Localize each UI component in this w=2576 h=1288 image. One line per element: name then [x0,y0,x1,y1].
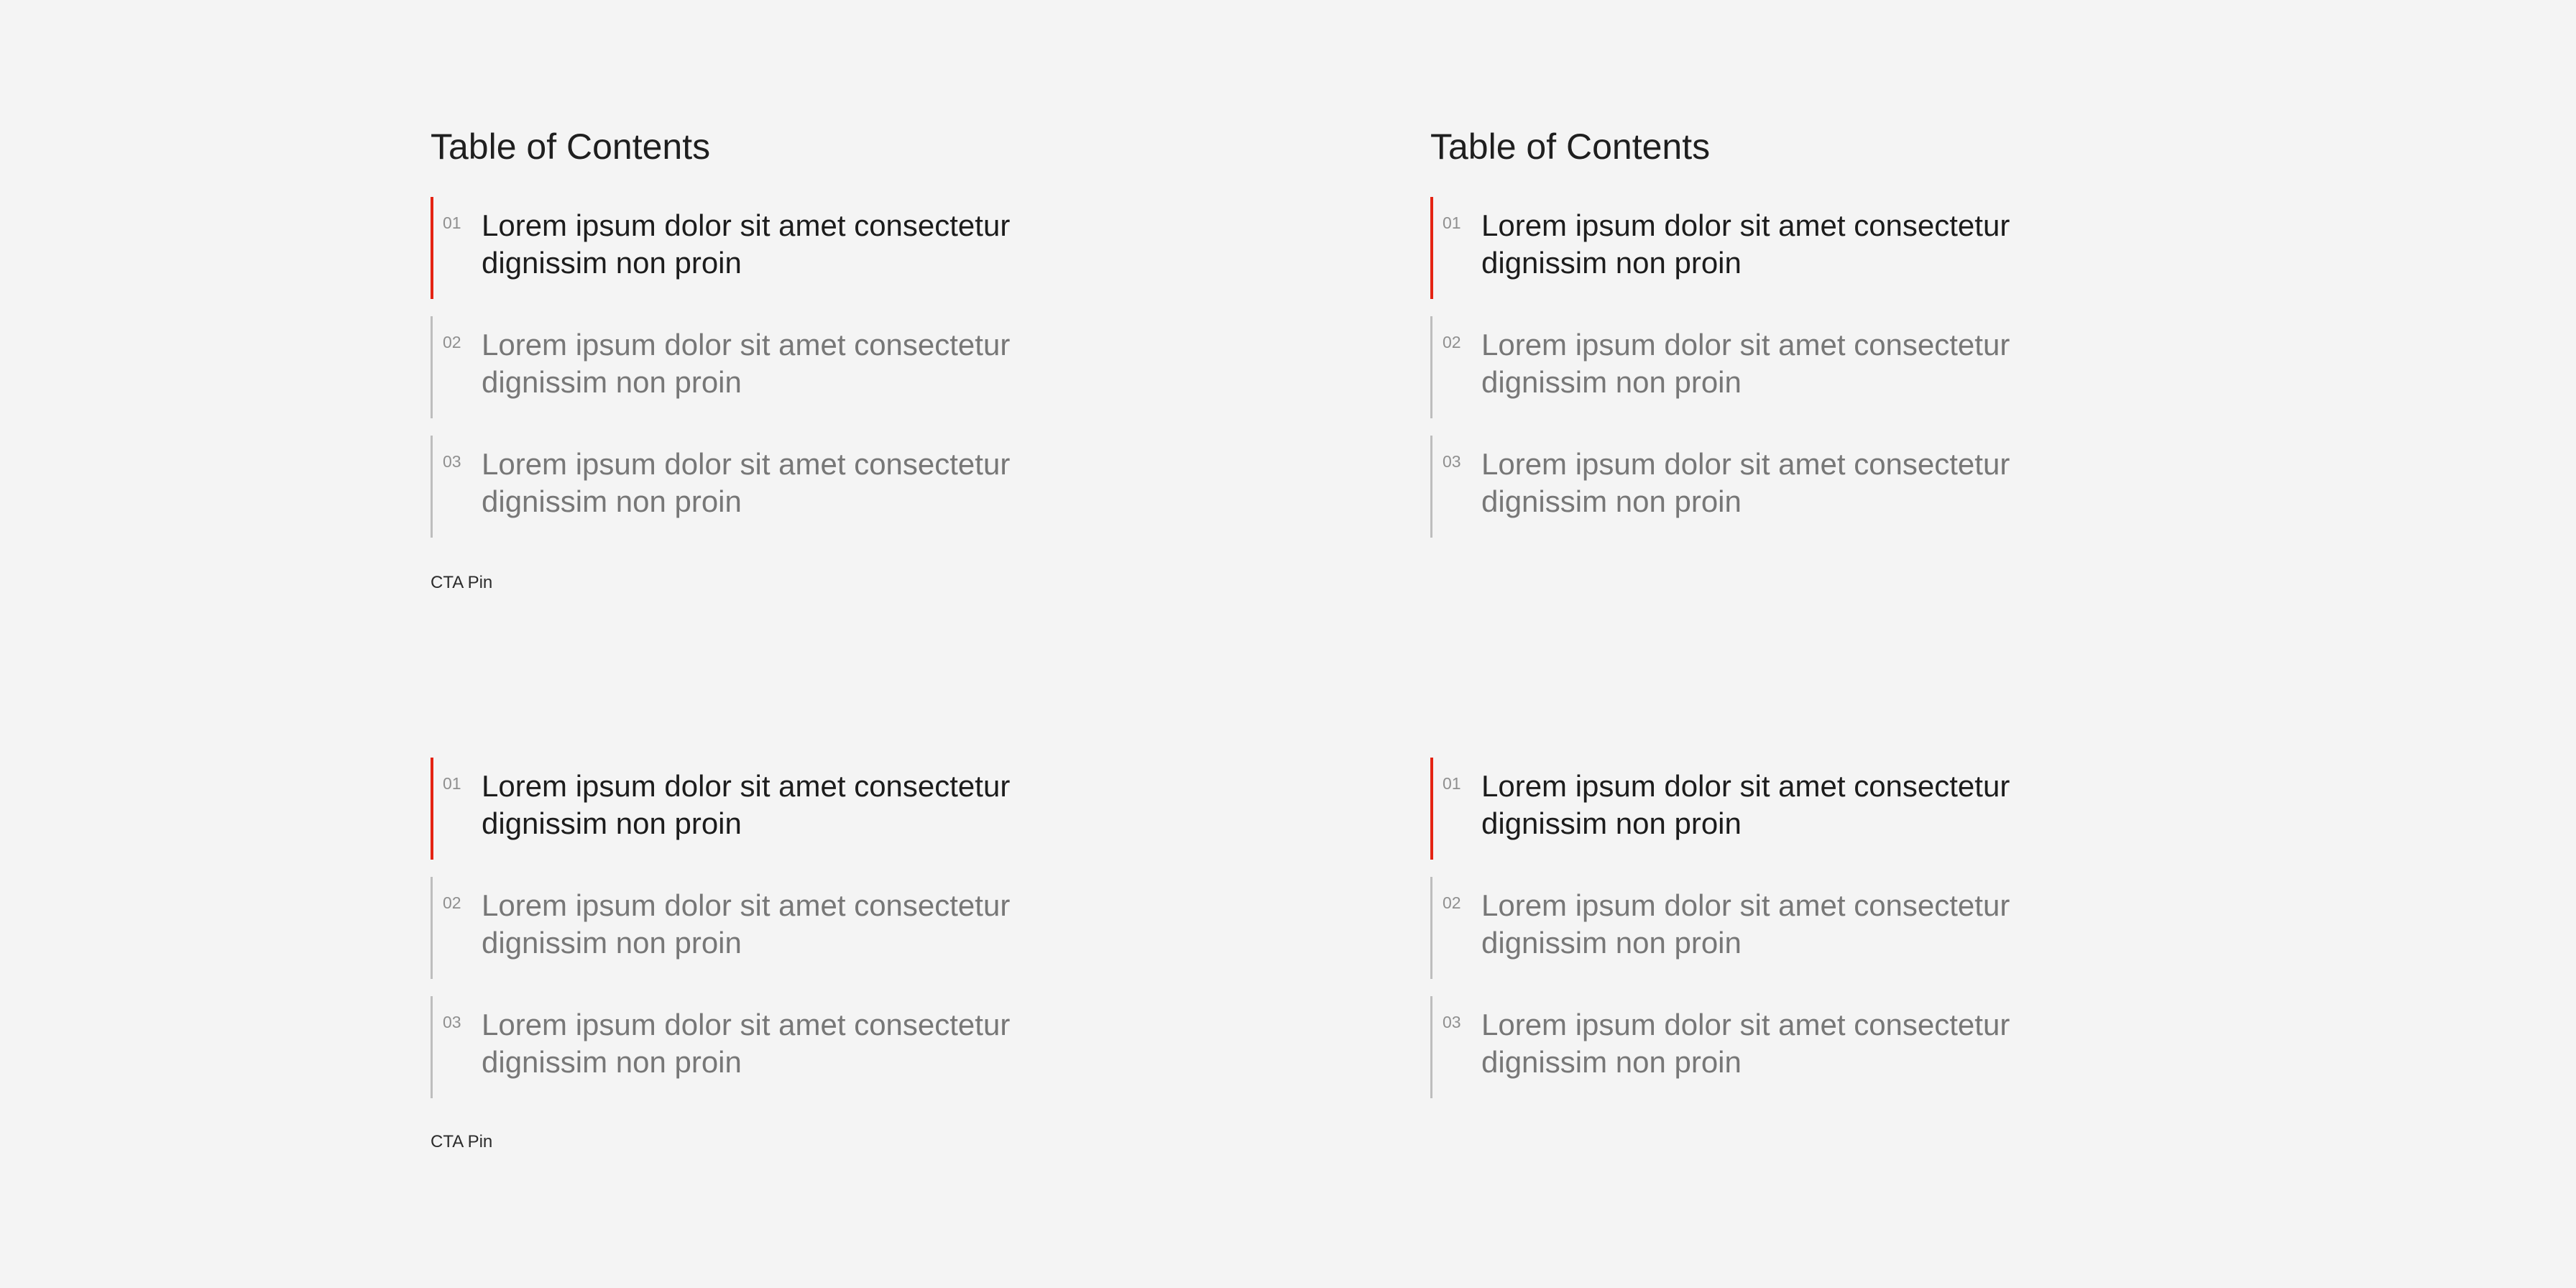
toc-item-number: 01 [1443,213,1461,232]
toc-item-label: Lorem ipsum dolor sit amet consectetur dignissim non proin [482,328,1011,399]
toc-item-number: 02 [443,333,461,351]
toc-item-label: Lorem ipsum dolor sit amet consectetur dignissim non proin [1481,888,2010,960]
toc-title: Table of Contents [431,126,711,167]
toc-item-number: 03 [1443,452,1461,471]
toc-item-03[interactable] [431,436,1149,538]
toc-item-label: Lorem ipsum dolor sit amet consectetur dignissim non proin [482,769,1011,840]
toc-item-number: 03 [443,1013,461,1031]
toc-item-number: 03 [443,452,461,471]
toc-item-03[interactable] [431,996,1149,1098]
toc-item-02[interactable] [1430,877,2149,979]
toc-item-number: 01 [1443,774,1461,793]
toc-panel-bottom-right [1430,758,2149,1103]
cta-pin-link[interactable]: CTA Pin [431,1132,493,1151]
toc-item-label: Lorem ipsum dolor sit amet consectetur dignissim non proin [482,447,1011,518]
toc-item-01[interactable] [431,758,1149,860]
toc-panel-top-right [1430,124,2149,540]
toc-item-label: Lorem ipsum dolor sit amet consectetur dignissim non proin [1481,769,2010,840]
toc-item-01[interactable] [431,197,1149,299]
cta-pin-link[interactable]: CTA Pin [431,573,493,592]
toc-item-02[interactable] [431,316,1149,418]
toc-item-label: Lorem ipsum dolor sit amet consectetur dignissim non proin [1481,1008,2010,1079]
toc-item-02[interactable] [1430,316,2149,418]
toc-item-number: 03 [1443,1013,1461,1031]
toc-item-02[interactable] [431,877,1149,979]
toc-item-label: Lorem ipsum dolor sit amet consectetur dignissim non proin [482,208,1011,280]
toc-item-03[interactable] [1430,996,2149,1098]
toc-item-number: 01 [443,213,461,232]
toc-panel-top-left [431,124,1149,612]
toc-item-label: Lorem ipsum dolor sit amet consectetur dignissim non proin [482,1008,1011,1079]
toc-item-01[interactable] [1430,758,2149,860]
toc-item-label: Lorem ipsum dolor sit amet consectetur dignissim non proin [1481,208,2010,280]
toc-panel-bottom-left [431,758,1149,1160]
toc-item-label: Lorem ipsum dolor sit amet consectetur dignissim non proin [1481,447,2010,518]
toc-item-number: 02 [1443,893,1461,912]
toc-item-label: Lorem ipsum dolor sit amet consectetur dignissim non proin [1481,328,2010,399]
toc-item-number: 02 [443,893,461,912]
toc-item-number: 01 [443,774,461,793]
toc-item-01[interactable] [1430,197,2149,299]
toc-title: Table of Contents [1430,126,1711,167]
toc-item-03[interactable] [1430,436,2149,538]
toc-item-label: Lorem ipsum dolor sit amet consectetur dignissim non proin [482,888,1011,960]
toc-item-number: 02 [1443,333,1461,351]
